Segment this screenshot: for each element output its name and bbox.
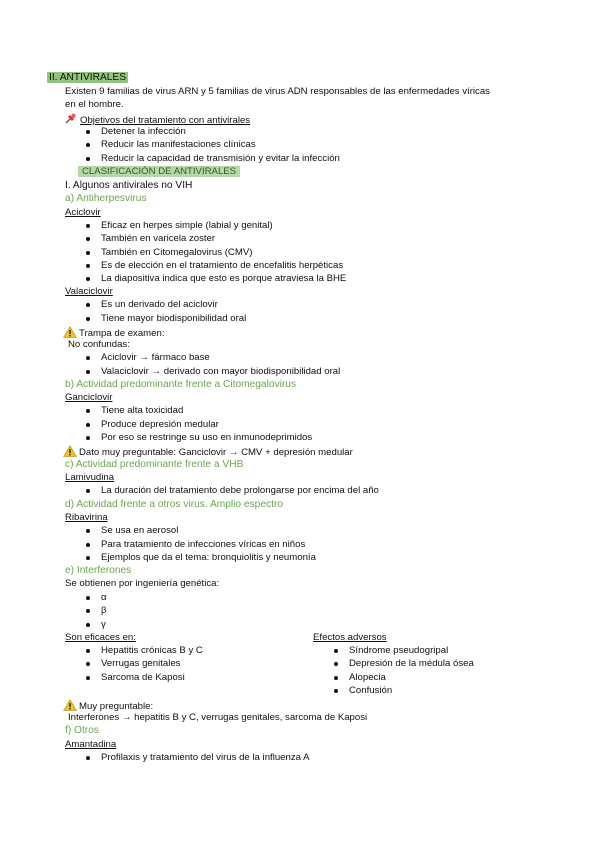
list-item: Confusión [349, 685, 393, 696]
subheading-c: c) Actividad predominante frente a VHB [65, 459, 244, 470]
bullet [86, 489, 90, 493]
muy-preguntable-heading [63, 699, 153, 713]
bullet [86, 409, 90, 413]
bullet [86, 436, 90, 440]
list-item: La diapositiva indica que esto es porque atraviesa la BHE [101, 273, 347, 284]
list-item: Reducir la capacidad de transmisión y evitar la infección [101, 153, 340, 164]
list-item: También en Citomegalovirus (CMV) [101, 247, 253, 258]
drug-title-ganciclovir: Ganciclovir [65, 392, 113, 403]
bullet [86, 356, 90, 360]
list-item: Aciclovir → fármaco base [101, 352, 210, 363]
list-item: γ [101, 619, 106, 630]
list-item: Depresión de la médula ósea [349, 658, 474, 669]
subheading-f: f) Otros [65, 725, 99, 736]
bullet [86, 529, 90, 533]
drug-title-amantadina: Amantadina [65, 739, 117, 750]
list-item: Ejemplos que da el tema: bronquiolitis y neumonía [101, 552, 316, 563]
list-item: Es de elección en el tratamiento de encefalitis herpéticas [101, 260, 344, 271]
warning-icon [63, 326, 77, 338]
group1-title: I. Algunos antivirales no VIH [65, 180, 193, 191]
bullet [86, 317, 90, 321]
list-item: Reducir las manifestaciones clínicas [101, 139, 256, 150]
bullet [86, 251, 90, 255]
list-item: Hepatitis crónicas B y C [101, 645, 203, 656]
list-item: Profilaxis y tratamiento del virus de la influenza A [101, 752, 310, 763]
bullet [86, 143, 90, 147]
section-title: II. ANTIVIRALES [49, 72, 126, 83]
dato-text: Dato muy preguntable: Ganciclovir → CMV + depresión medular [79, 447, 353, 458]
muy-preguntable-text: Interferones → hepatitis B y C, verrugas genitales, sarcoma de Kaposi [68, 712, 368, 723]
bullet [334, 662, 338, 666]
drug-title-lamivudina: Lamivudina [65, 472, 115, 483]
trap-title: Trampa de examen: [79, 328, 165, 339]
pushpin-icon [65, 113, 77, 124]
bullet [334, 689, 338, 693]
muy-preguntable-title: Muy preguntable: [79, 701, 154, 712]
list-item: α [101, 592, 107, 603]
list-item: Por eso se restringe su uso en inmunodeprimidos [101, 432, 313, 443]
bullet [86, 370, 90, 374]
list-item: La duración del tratamiento debe prolongarse por encima del año [101, 485, 379, 496]
bullet [86, 676, 90, 680]
bullet [86, 157, 90, 161]
bullet [86, 277, 90, 281]
intro-line: en el hombre. [65, 99, 124, 110]
interferones-intro: Se obtienen por ingeniería genética: [65, 578, 220, 589]
subheading-d: d) Actividad frente a otros virus. Amplio espectro [65, 499, 284, 510]
bullet [86, 556, 90, 560]
bullet [86, 609, 90, 613]
list-item: Tiene mayor biodisponibilidad oral [101, 313, 247, 324]
list-item: Produce depresión medular [101, 419, 219, 430]
bullet [334, 649, 338, 653]
classification-title: CLASIFICACIÓN DE ANTIVIRALES [78, 166, 240, 178]
list-item: Verrugas genitales [101, 658, 181, 669]
intro-line: Existen 9 familias de virus ARN y 5 familias de virus ADN responsables de las enfermedades víricas [65, 86, 490, 97]
trap-heading [63, 326, 165, 340]
bullet [86, 649, 90, 653]
objectives-title: Objetivos del tratamiento con antivirales [80, 115, 251, 126]
warning-icon [63, 699, 77, 711]
subheading-b: b) Actividad predominante frente a Citomegalovirus [65, 379, 297, 390]
objectives-heading [65, 113, 250, 127]
list-item: Síndrome pseudogripal [349, 645, 449, 656]
bullet [86, 756, 90, 760]
bullet [86, 224, 90, 228]
dato-note [63, 445, 353, 459]
bullet [86, 543, 90, 547]
drug-title-ribavirina: Ribavirina [65, 512, 108, 523]
list-item: Alopecia [349, 672, 386, 683]
adversos-title: Efectos adversos [313, 632, 387, 643]
list-item: Detener la infección [101, 126, 186, 137]
list-item: También en varicela zoster [101, 233, 216, 244]
bullet [86, 423, 90, 427]
bullet [86, 596, 90, 600]
list-item: Es un derivado del aciclovir [101, 299, 218, 310]
eficaces-title: Son eficaces en: [65, 632, 136, 643]
drug-title-aciclovir: Aciclovir [65, 207, 101, 218]
bullet [334, 676, 338, 680]
list-item: Se usa en aerosol [101, 525, 179, 536]
bullet [86, 264, 90, 268]
trap-subtitle: No confundas: [68, 339, 130, 350]
bullet [86, 662, 90, 666]
bullet [86, 623, 90, 627]
list-item: Para tratamiento de infecciones víricas en niños [101, 539, 306, 550]
list-item: β [101, 605, 107, 616]
list-item: Sarcoma de Kaposi [101, 672, 185, 683]
subheading-e: e) Interferones [65, 565, 132, 576]
drug-title-valaciclovir: Valaciclovir [65, 286, 113, 297]
warning-icon [63, 445, 77, 457]
subheading-a: a) Antiherpesvirus [65, 193, 147, 204]
bullet [86, 303, 90, 307]
bullet [86, 130, 90, 134]
list-item: Valaciclovir → derivado con mayor biodisponibilidad oral [101, 366, 341, 377]
bullet [86, 237, 90, 241]
list-item: Eficaz en herpes simple (labial y genital) [101, 220, 273, 231]
list-item: Tiene alta toxicidad [101, 405, 184, 416]
